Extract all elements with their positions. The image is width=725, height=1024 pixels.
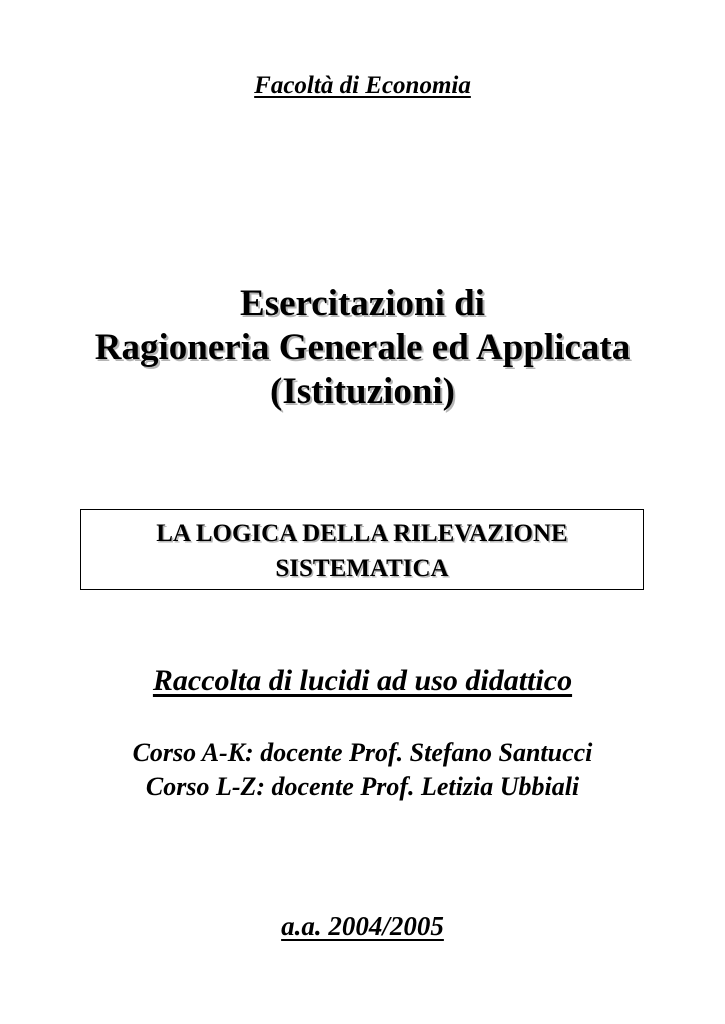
faculty-heading: Facoltà di Economia [254, 72, 471, 99]
document-title-line-2: Ragioneria Generale ed Applicata [94, 327, 631, 368]
topic-box [80, 509, 644, 590]
document-title-line-1: Esercitazioni di [240, 283, 485, 324]
topic-line-2: SISTEMATICA [275, 555, 449, 582]
course-info-line-1: Corso A-K: docente Prof. Stefano Santucci [132, 738, 593, 767]
topic-line-1: LA LOGICA DELLA RILEVAZIONE [156, 520, 568, 547]
academic-year: a.a. 2004/2005 [281, 911, 444, 941]
collection-subtitle: Raccolta di lucidi ad uso didattico [152, 664, 573, 697]
course-info-line-2: Corso L-Z: docente Prof. Letizia Ubbiali [145, 772, 580, 801]
document-title-line-3: (Istituzioni) [270, 371, 455, 412]
